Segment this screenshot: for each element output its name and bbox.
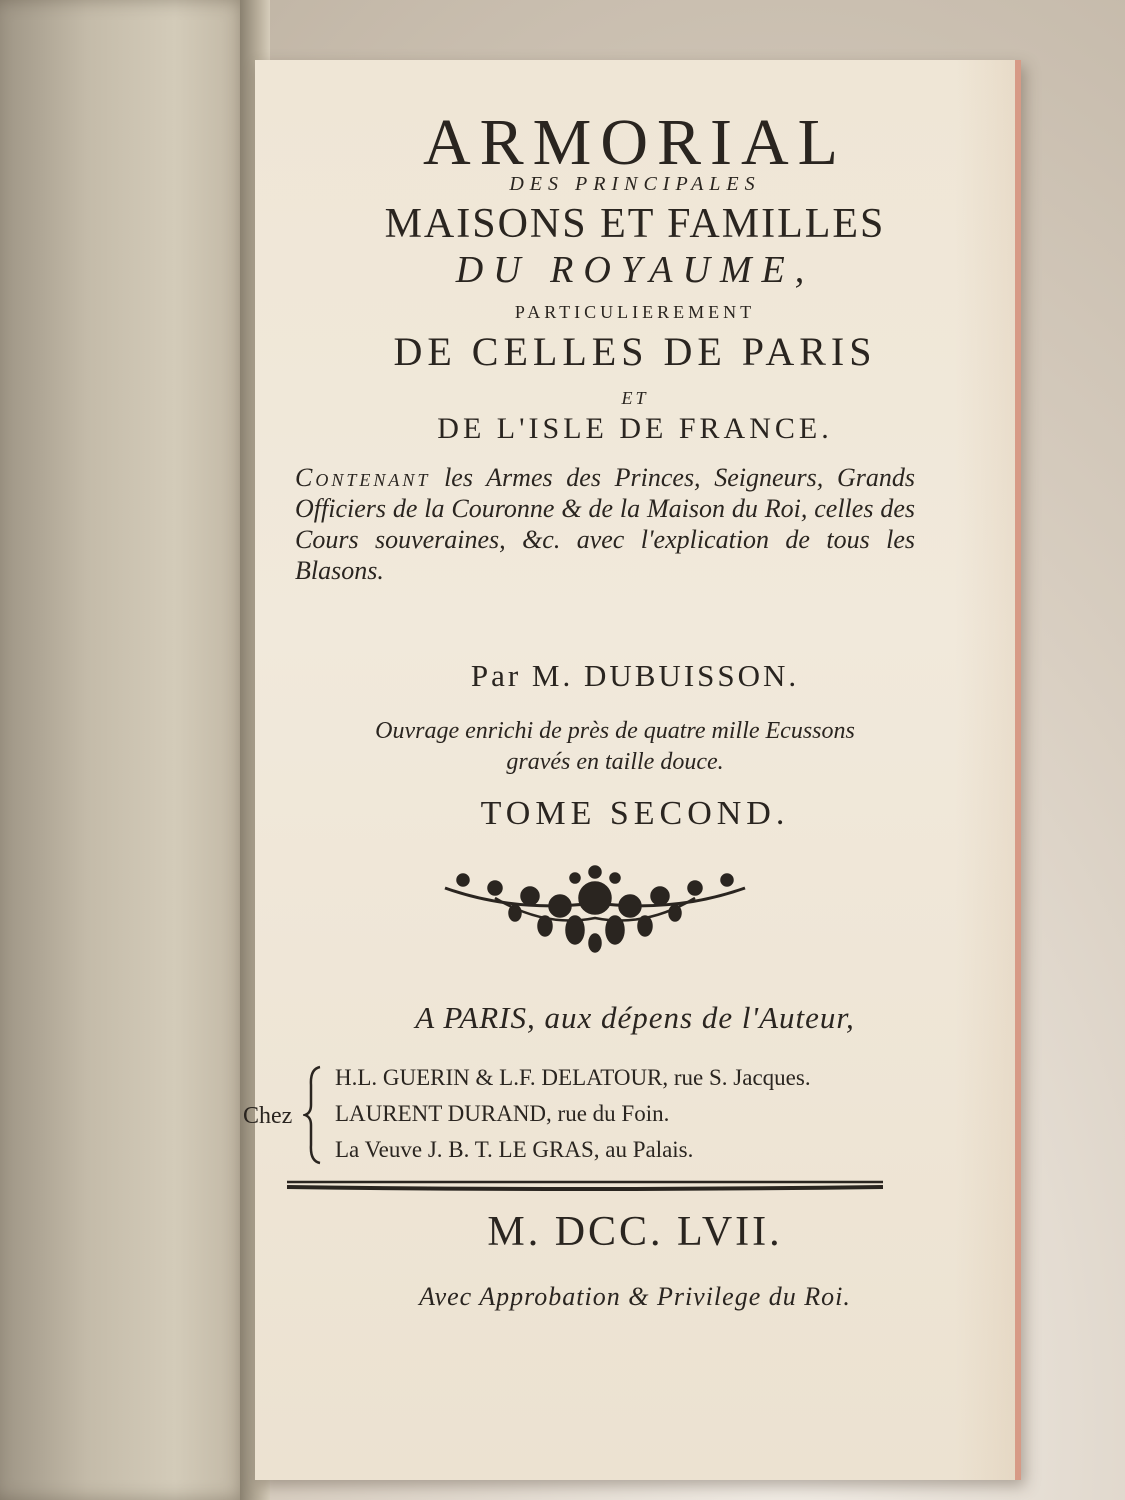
ouvrage-note (295, 716, 935, 778)
approbation-line: Avec Approbation & Privilege du Roi. (419, 1282, 851, 1311)
book-cover-board (0, 0, 250, 1500)
title-line-isle-de-france: DE L'ISLE DE FRANCE. (437, 412, 833, 445)
title-page (243, 60, 1021, 1480)
bookseller-line: LAURENT DURAND, rue du Foin. (335, 1101, 670, 1126)
title-main: ARMORIAL (422, 106, 847, 179)
title-line-maisons: MAISONS ET FAMILLES (384, 201, 886, 247)
double-rule-divider (285, 1178, 885, 1192)
booksellers-list (335, 1060, 935, 1168)
title-line-celles-paris: DE CELLES DE PARIS (393, 329, 877, 374)
chez-label: Chez (243, 1103, 293, 1129)
ouvrage-line-1: Ouvrage enrichi de près de quatre mille Ecussons (375, 718, 855, 744)
floral-vignette-icon (435, 858, 755, 958)
volume-label: TOME SECOND. (480, 795, 790, 832)
contents-paragraph (295, 462, 915, 586)
bookseller-line: La Veuve J. B. T. LE GRAS, au Palais. (335, 1137, 694, 1162)
title-line-et: ET (621, 388, 649, 408)
contents-lead: Contenant (295, 463, 431, 492)
publication-date: M. DCC. LVII. (487, 1209, 783, 1255)
title-line-particulierement: PARTICULIEREMENT (514, 302, 756, 322)
title-subtitle-small: DES PRINCIPALES (509, 173, 761, 195)
curly-brace-icon (303, 1065, 323, 1165)
author-line: Par M. DUBUISSON. (470, 658, 800, 693)
imprint-place: A PARIS, aux dépens de l'Auteur, (415, 1000, 855, 1035)
contents-text: les Armes des Princes, Seigneurs, Grands Officiers de la Couronne & de la Maison du Roi, celles des Cours souveraines, &c. avec l'explication de tous les Blasons. (295, 463, 915, 585)
bookseller-line: H.L. GUERIN & L.F. DELATOUR, rue S. Jacques. (335, 1065, 811, 1090)
ouvrage-line-2: gravés en taille douce. (506, 749, 724, 775)
title-line-royaume: DU ROYAUME, (455, 249, 815, 291)
